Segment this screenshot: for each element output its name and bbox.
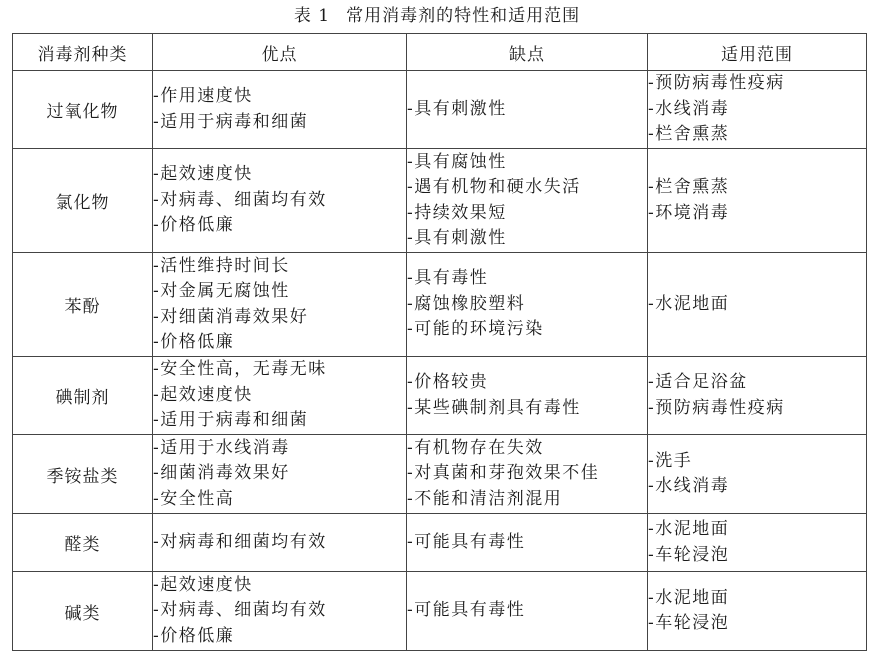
cell-scope	[648, 435, 867, 514]
cell-cons	[407, 572, 648, 651]
pros-item: -价格低廉	[153, 625, 235, 646]
cons-item: -某些碘制剂具有毒性	[407, 397, 581, 418]
cell-type: 碘制剂	[13, 357, 153, 435]
cell-scope	[648, 253, 867, 357]
scope-item: -预防病毒性疫病	[648, 397, 785, 418]
pros-item: -细菌消毒效果好	[153, 463, 290, 484]
cons-item: -可能的环境污染	[407, 319, 544, 340]
cell-cons	[407, 253, 648, 357]
table-row	[13, 253, 867, 357]
pros-item: -价格低廉	[153, 332, 235, 352]
disinfectant-table	[12, 33, 867, 651]
table-row	[13, 71, 867, 149]
cell-pros	[153, 149, 407, 253]
scope-item: -水泥地面	[648, 587, 730, 608]
cons-item: -遇有机物和硬水失活	[407, 177, 581, 197]
cell-pros	[153, 514, 407, 572]
cell-scope	[648, 357, 867, 435]
cons-item: -具有毒性	[407, 268, 489, 289]
table-caption	[0, 4, 874, 28]
scope-item: -预防病毒性疫病	[648, 73, 785, 94]
scope-item: -水线消毒	[648, 98, 730, 119]
cons-item: -腐蚀橡胶塑料	[407, 293, 526, 314]
pros-item: -起效速度快	[153, 574, 253, 595]
cell-pros	[153, 357, 407, 435]
pros-item: -价格低廉	[153, 215, 235, 236]
scope-item: -环境消毒	[648, 202, 730, 223]
pros-item: -安全性高，无毒无味	[153, 359, 327, 380]
table-number: 表 1	[293, 6, 331, 26]
cons-item: -对真菌和芽孢效果不佳	[407, 463, 600, 484]
header-pros: 优点	[153, 34, 407, 71]
cell-pros	[153, 435, 407, 514]
pros-item: -对病毒、细菌均有效	[153, 189, 327, 210]
cell-type: 碱类	[13, 572, 153, 651]
cell-scope	[648, 71, 867, 149]
cons-item: -可能具有毒性	[407, 531, 526, 552]
pros-item: -对金属无腐蚀性	[153, 281, 290, 301]
pros-item: -活性维持时间长	[153, 255, 290, 276]
cell-cons	[407, 149, 648, 253]
table-row	[13, 572, 867, 651]
scope-item: -栏舍熏蒸	[648, 124, 730, 145]
cons-item: -可能具有毒性	[407, 600, 526, 621]
cell-cons	[407, 435, 648, 514]
header-cons: 缺点	[407, 34, 648, 71]
table-title: 常用消毒剂的特性和适用范围	[346, 6, 581, 26]
scope-item: -洗手	[648, 450, 693, 471]
cell-type: 季铵盐类	[13, 435, 153, 514]
scope-item: -适合足浴盆	[648, 372, 748, 392]
cons-item: -持续效果短	[407, 202, 507, 223]
cell-type: 过氧化物	[13, 71, 153, 149]
table-row	[13, 435, 867, 514]
table-row	[13, 514, 867, 572]
pros-item: -起效速度快	[153, 164, 253, 185]
pros-item: -对病毒和细菌均有效	[153, 531, 327, 552]
table-row	[13, 357, 867, 435]
cell-type: 醛类	[13, 514, 153, 572]
table-header-row	[13, 34, 867, 71]
cons-item: -具有腐蚀性	[407, 151, 507, 172]
scope-item: -车轮浸泡	[648, 613, 730, 633]
cell-scope	[648, 514, 867, 572]
header-scope: 适用范围	[648, 34, 867, 71]
table-row	[13, 149, 867, 253]
pros-item: -起效速度快	[153, 384, 253, 405]
header-type: 消毒剂种类	[13, 34, 153, 71]
cell-scope	[648, 149, 867, 253]
scope-item: -水泥地面	[648, 519, 730, 539]
pros-item: -适用于病毒和细菌	[153, 410, 309, 431]
pros-item: -适用于病毒和细菌	[153, 111, 309, 132]
scope-item: -车轮浸泡	[648, 544, 730, 565]
cell-pros	[153, 253, 407, 357]
pros-item: -安全性高	[153, 488, 235, 509]
cons-item: -具有刺激性	[407, 228, 507, 248]
cell-cons	[407, 357, 648, 435]
pros-item: -对细菌消毒效果好	[153, 306, 309, 327]
cell-pros	[153, 572, 407, 651]
cons-item: -不能和清洁剂混用	[407, 488, 563, 509]
cons-item: -有机物存在失效	[407, 437, 544, 458]
cons-item: -价格较贵	[407, 372, 489, 392]
cell-pros	[153, 71, 407, 149]
scope-item: -水线消毒	[648, 476, 730, 496]
scope-item: -栏舍熏蒸	[648, 177, 730, 197]
pros-item: -作用速度快	[153, 86, 253, 106]
pros-item: -对病毒、细菌均有效	[153, 600, 327, 621]
cell-type: 氯化物	[13, 149, 153, 253]
cell-type: 苯酚	[13, 253, 153, 357]
cell-cons	[407, 71, 648, 149]
cell-scope	[648, 572, 867, 651]
pros-item: -适用于水线消毒	[153, 437, 290, 458]
cell-cons	[407, 514, 648, 572]
cons-item: -具有刺激性	[407, 98, 507, 119]
scope-item: -水泥地面	[648, 293, 730, 314]
